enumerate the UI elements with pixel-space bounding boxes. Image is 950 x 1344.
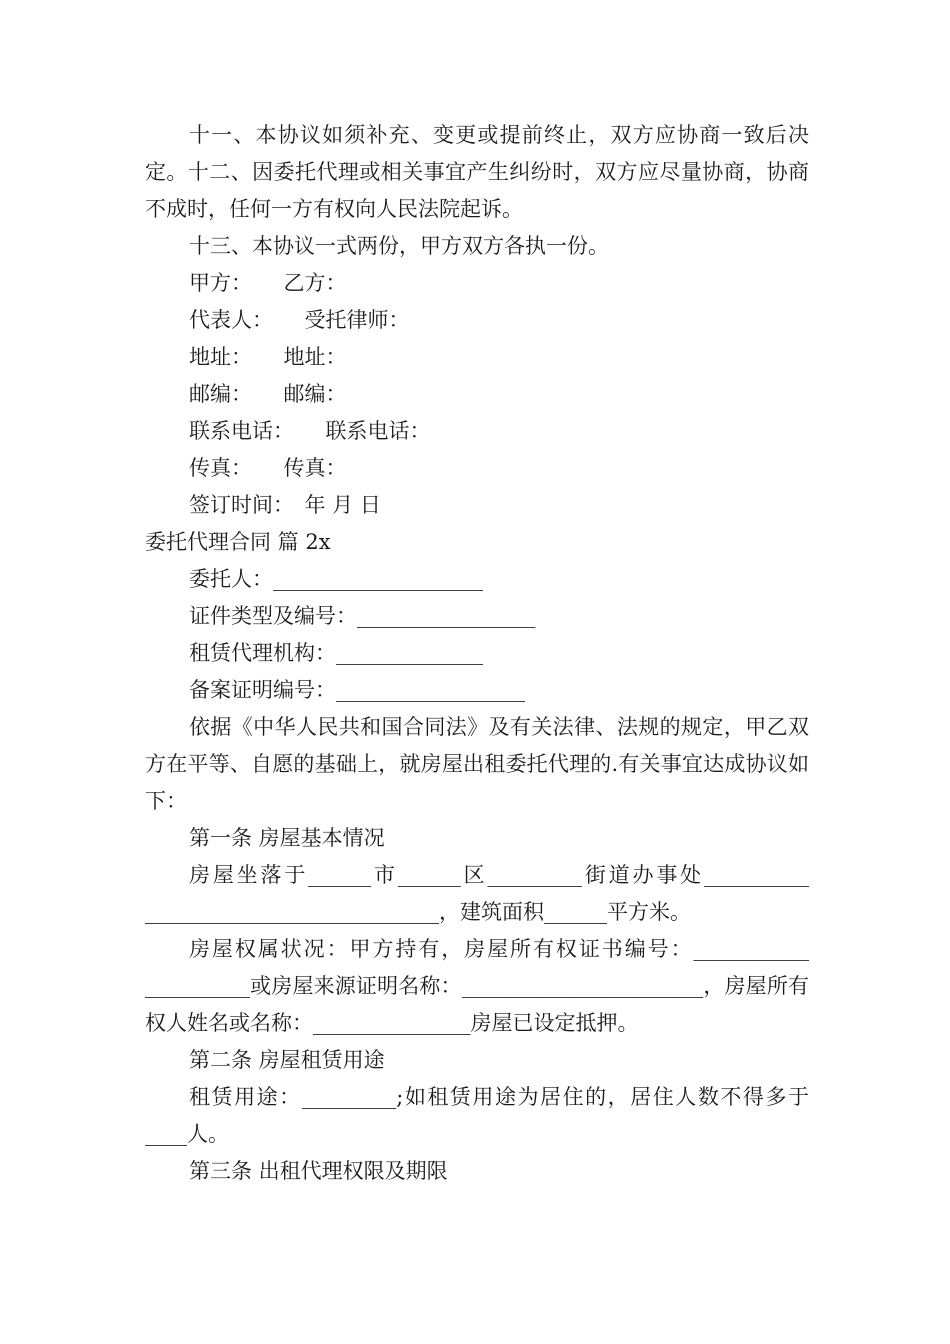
field-leasing-agency: 租赁代理机构：______________ — [189, 641, 483, 665]
paragraph-preamble: 依据《中华人民共和国合同法》及有关法律、法规的规定，甲乙双方在平等、自愿的基础上，就房屋出租委托代理的.有关事宜达成协议如下： — [145, 715, 809, 813]
paragraph-clause-13: 十三、本协议一式两份，甲方双方各执一份。 — [189, 234, 609, 258]
article-2-heading: 第二条 房屋租赁用途 — [189, 1048, 385, 1072]
paragraph-clause-11-12: 十一、本协议如须补充、变更或提前终止，双方应协商一致后决定。十二、因委托代理或相关事宜产生纠纷时，双方应尽量协商，协商不成时，任何一方有权向人民法院起诉。 — [145, 123, 809, 221]
field-principal: 委托人：____________________ — [189, 567, 483, 591]
paragraph-ownership-status: 房屋权属状况：甲方持有，房屋所有权证书编号：___________ __________或房屋来源证明名称：_______________________，房屋所有权人姓名或名称：_______________房屋已设定抵押。 — [145, 937, 809, 1035]
signature-party-line: 甲方： 乙方： — [189, 271, 347, 295]
signature-representative-line: 代表人： 受托律师： — [189, 308, 410, 332]
signature-fax-line: 传真： 传真： — [189, 456, 347, 480]
field-id-type-number: 证件类型及编号：_________________ — [189, 604, 536, 628]
signature-address-line: 地址： 地址： — [189, 345, 347, 369]
paragraph-house-location: 房屋坐落于______市______区_________街道办事处__________ ____________________________，建筑面积______平方米。 — [145, 863, 809, 924]
article-1-heading: 第一条 房屋基本情况 — [189, 826, 385, 850]
field-filing-number: 备案证明编号：__________________ — [189, 678, 525, 702]
article-3-heading: 第三条 出租代理权限及期限 — [189, 1159, 448, 1183]
contract-body — [145, 117, 809, 1190]
paragraph-lease-usage: 租赁用途：_________;如租赁用途为居住的，居住人数不得多于____人。 — [145, 1085, 809, 1146]
section-title: 委托代理合同 篇 2x — [145, 530, 331, 554]
signature-postcode-line: 邮编： 邮编： — [189, 382, 347, 406]
signature-phone-line: 联系电话： 联系电话： — [189, 419, 431, 443]
signature-date-line: 签订时间： 年 月 日 — [189, 493, 381, 517]
